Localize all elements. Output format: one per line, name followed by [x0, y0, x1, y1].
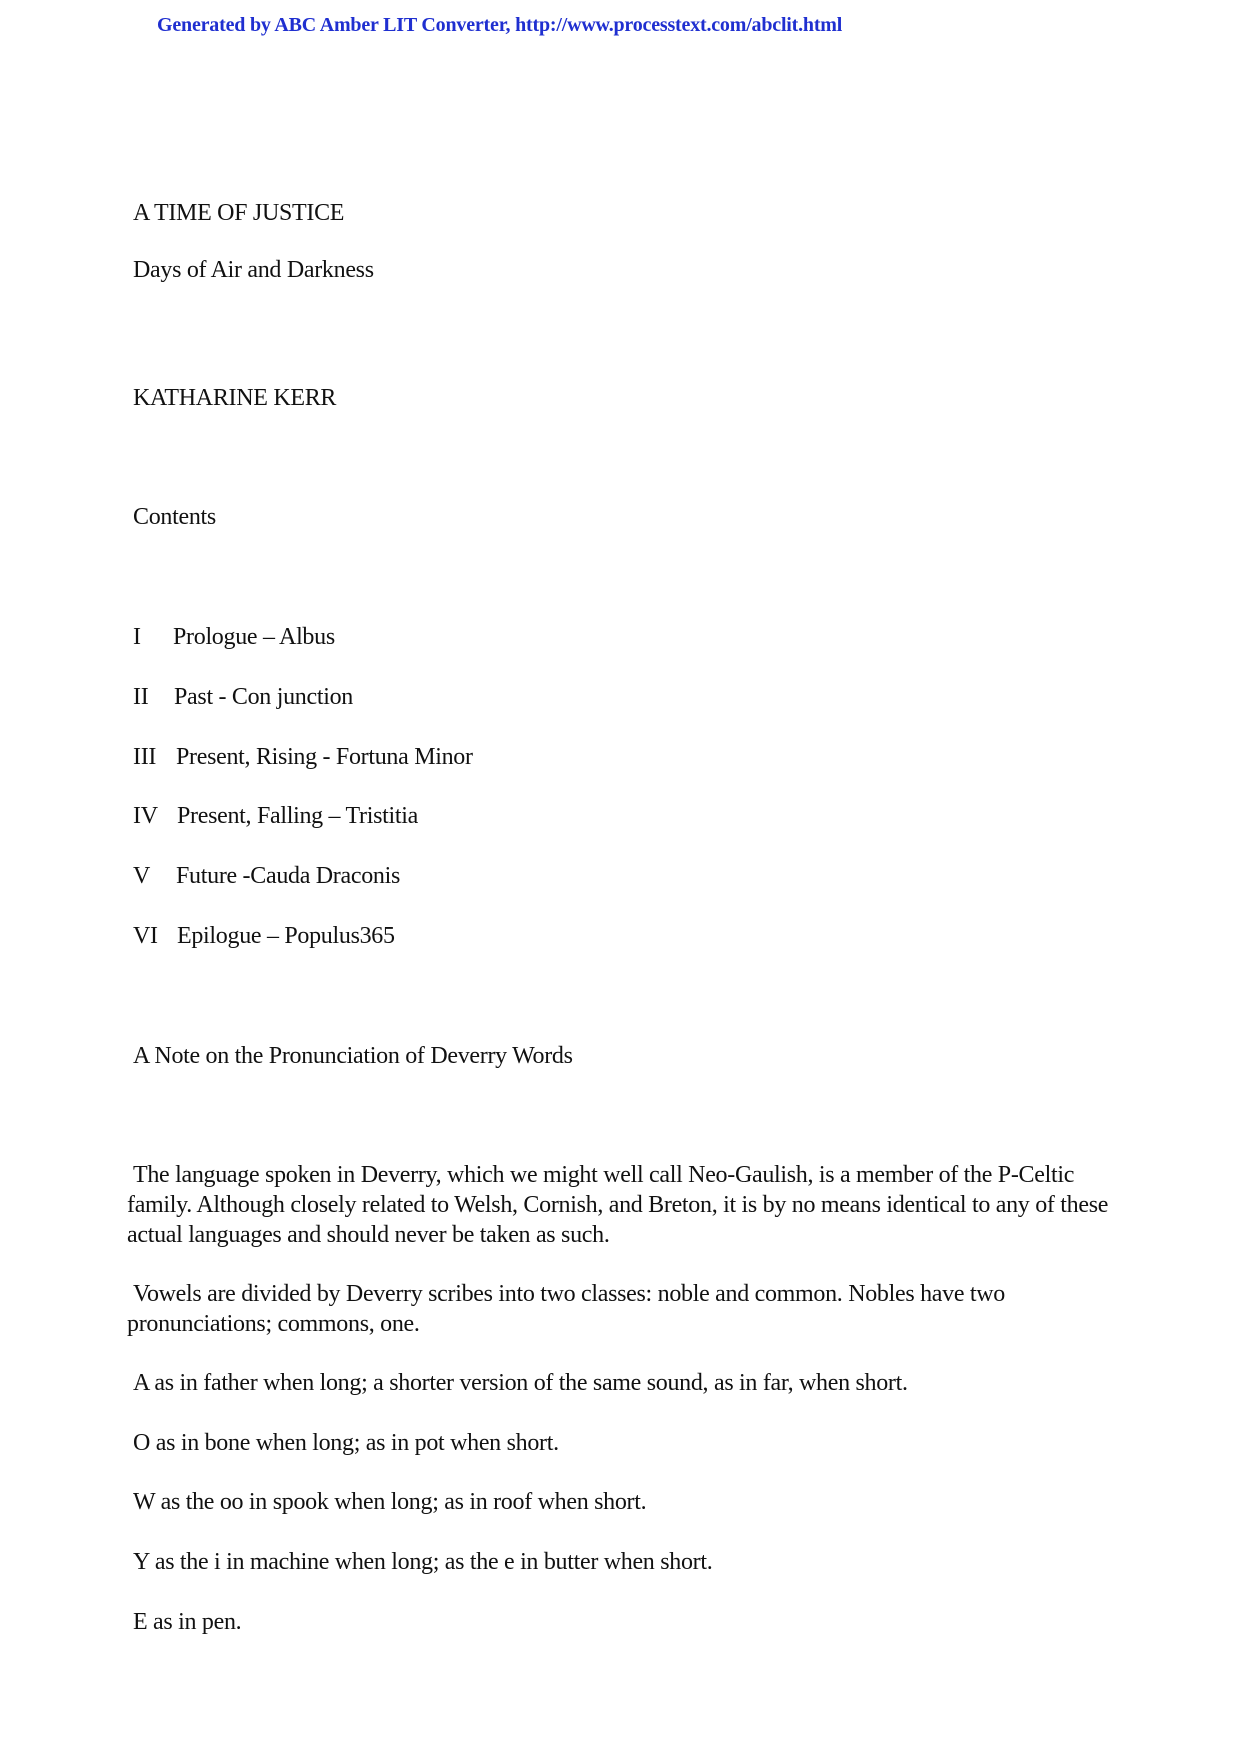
toc-item — [133, 682, 353, 712]
toc-number: IV — [133, 803, 158, 829]
paragraph-language — [127, 1160, 1127, 1250]
note-heading: A Note on the Pronunciation of Deverry Words — [133, 1043, 573, 1069]
toc-title: Past - Con junction — [174, 684, 353, 710]
generator-header: Generated by ABC Amber LIT Converter, http://www.processtext.com/abclit.html — [157, 14, 843, 36]
paragraph-vowels — [127, 1279, 1127, 1339]
toc-number: I — [133, 624, 141, 650]
vowel-rule-e: E as in pen. — [133, 1609, 242, 1635]
toc-title: Epilogue – Populus365 — [177, 923, 395, 949]
toc-item — [133, 622, 335, 652]
toc-number: V — [133, 863, 151, 889]
toc-number: II — [133, 684, 149, 710]
toc-number: III — [133, 744, 157, 770]
vowel-rule-y: Y as the i in machine when long; as the e in butter when short. — [133, 1549, 713, 1575]
vowel-rule-w: W as the oo in spook when long; as in roof when short. — [133, 1489, 647, 1515]
contents-heading: Contents — [133, 504, 216, 530]
book-author: KATHARINE KERR — [133, 385, 337, 411]
vowel-rule-a: A as in father when long; a shorter version of the same sound, as in far, when short. — [133, 1370, 908, 1396]
book-subtitle: Days of Air and Darkness — [133, 257, 374, 283]
toc-title: Present, Rising - Fortuna Minor — [176, 744, 473, 770]
toc-item — [133, 921, 395, 951]
paragraph-text: Vowels are divided by Deverry scribes into two classes: noble and common. Nobles have two pronunciations; commons, one. — [127, 1281, 1005, 1337]
toc-number: VI — [133, 923, 158, 949]
toc-title: Present, Falling – Tristitia — [177, 803, 418, 829]
toc-title: Future -Cauda Draconis — [176, 863, 401, 889]
toc-item — [133, 801, 418, 831]
book-title: A TIME OF JUSTICE — [133, 200, 345, 226]
toc-item — [133, 861, 400, 891]
paragraph-text: The language spoken in Deverry, which we might well call Neo-Gaulish, is a member of the P-Celtic family. Although closely related to Welsh, Cornish, and Breton, it is by no means identical to any of these actual languages and should never be taken as such. — [127, 1162, 1109, 1248]
vowel-rule-o: O as in bone when long; as in pot when short. — [133, 1430, 559, 1456]
toc-title: Prologue – Albus — [173, 624, 335, 650]
toc-item — [133, 742, 473, 772]
